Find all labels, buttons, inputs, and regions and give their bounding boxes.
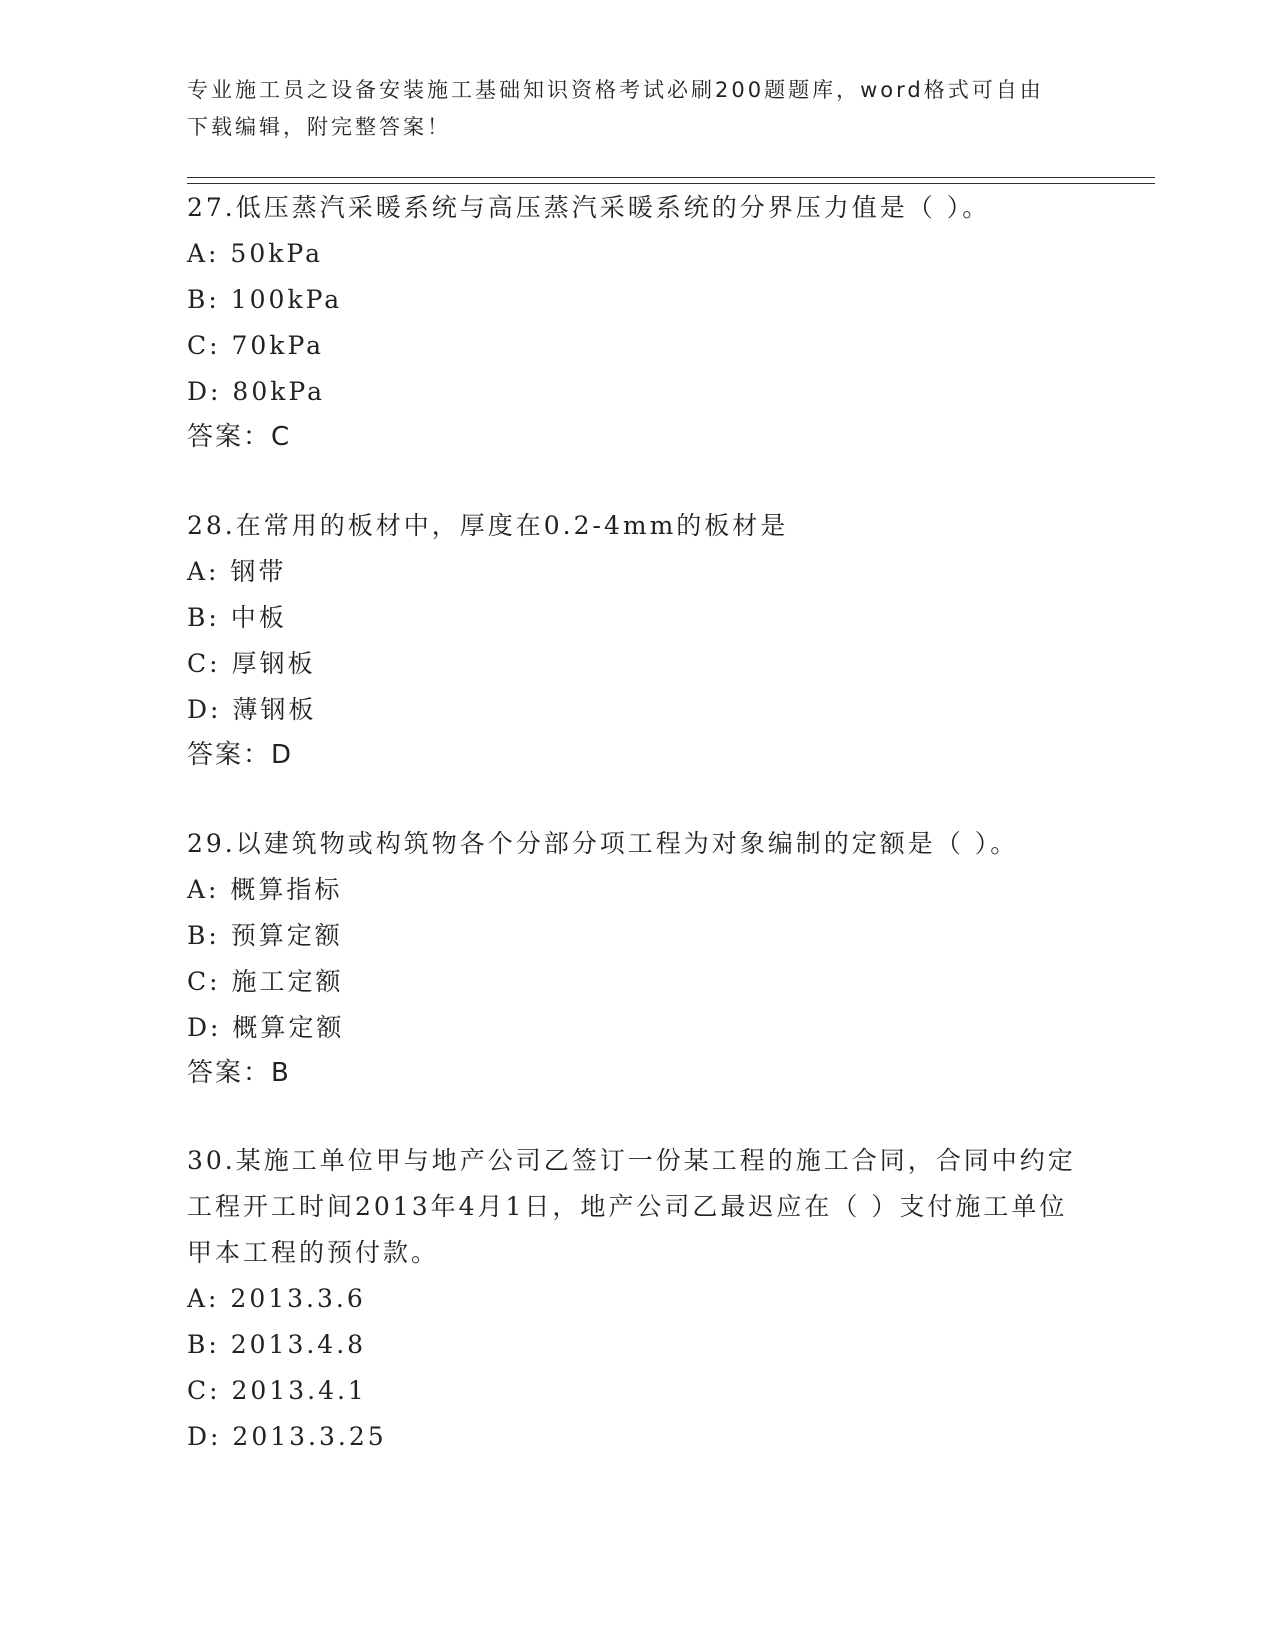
option-b: B: 预算定额 [187, 921, 343, 950]
question-stem: 29.以建筑物或构筑物各个分部分项工程为对象编制的定额是（ ）。 [187, 829, 1019, 858]
answer: 答案：C [187, 422, 292, 452]
option-c: C: 70kPa [187, 331, 325, 360]
option-b: B: 100kPa [187, 285, 343, 314]
option-a: A: 2013.3.6 [187, 1284, 366, 1313]
option-b: B: 2013.4.8 [187, 1330, 367, 1359]
option-a: A: 50kPa [187, 239, 323, 268]
header-line-2: 下载编辑，附完整答案！ [187, 115, 451, 139]
question-30 [187, 1138, 1077, 1460]
answer: 答案：B [187, 1058, 291, 1088]
header-line-1: 专业施工员之设备安装施工基础知识资格考试必刷200题题库，word格式可自由 [187, 78, 1044, 102]
option-d: D: 80kPa [187, 377, 325, 406]
question-stem: 28.在常用的板材中，厚度在0.2-4mm的板材是 [187, 511, 789, 540]
option-c: C: 施工定额 [187, 967, 344, 996]
option-c: C: 厚钢板 [187, 649, 316, 678]
option-d: D: 概算定额 [187, 1013, 345, 1042]
question-29 [187, 821, 1077, 1095]
question-stem: 27.低压蒸汽采暖系统与高压蒸汽采暖系统的分界压力值是（ ）。 [187, 193, 991, 222]
question-28 [187, 503, 1077, 777]
header-divider-top [187, 177, 1155, 178]
answer: 答案：D [187, 740, 294, 770]
option-d: D: 薄钢板 [187, 695, 317, 724]
option-b: B: 中板 [187, 603, 287, 632]
option-a: A: 概算指标 [187, 875, 343, 904]
option-a: A: 钢带 [187, 557, 287, 586]
document-header [187, 72, 1087, 146]
question-stem: 30.某施工单位甲与地产公司乙签订一份某工程的施工合同，合同中约定工程开工时间2013年4月1日，地产公司乙最迟应在（ ）支付施工单位甲本工程的预付款。 [187, 1146, 1076, 1267]
option-c: C: 2013.4.1 [187, 1376, 367, 1405]
option-d: D: 2013.3.25 [187, 1422, 387, 1451]
question-27 [187, 185, 1077, 459]
header-divider-bottom [187, 183, 1155, 184]
